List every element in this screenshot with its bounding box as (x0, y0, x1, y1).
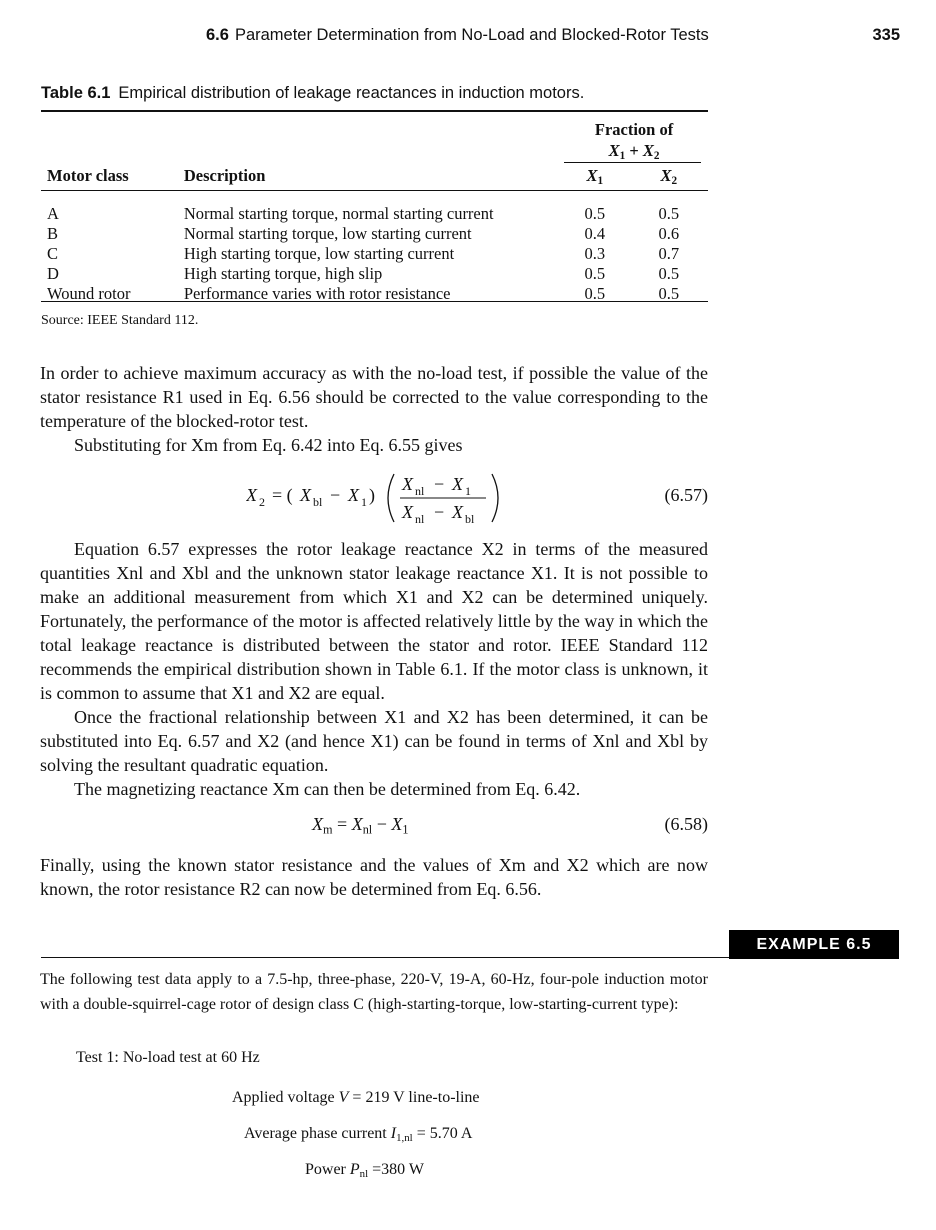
x2-fraction-cell: 0.6 (658, 224, 680, 243)
example-rule (41, 957, 731, 958)
applied-voltage-label: Applied voltage (232, 1089, 335, 1106)
example-test1: Test 1: No-load test at 60 Hz (76, 1049, 260, 1066)
paragraph: Finally, using the known stator resistance and the values of Xm and X2 which are now known, the rotor resistance R2 can now be determined from Eq. 6.56. (40, 855, 708, 899)
equation-6-58: $X_m = X_{nl} - X_1$ (312, 814, 409, 837)
column-header-x1: $X_1$ (586, 166, 604, 188)
example-intro: The following test data apply to a 7.5-hp, three-phase, 220-V, 19-A, 60-Hz, four-pole induction motor with a double-squirrel-cage rotor of design class C (high-starting-torque, low-starting-current type): (40, 971, 708, 1013)
column-header-description: Description (183, 166, 266, 185)
table-caption-text: Empirical distribution of leakage reactances in induction motors. (118, 84, 585, 102)
x2-fraction-cell: 0.5 (658, 284, 680, 303)
svg-text:2: 2 (259, 495, 265, 509)
example-applied-voltage: Applied voltage V = 219 V line-to-line (232, 1089, 480, 1106)
equation-6-58-number: (6.58) (664, 814, 708, 834)
description-cell: Normal starting torque, normal starting current (183, 204, 494, 223)
table-group-header: Fraction of (594, 120, 674, 139)
paragraph: Once the fractional relationship between X1 and X2 has been determined, it can be substituted into Eq. 6.57 and X2 (and hence X1) can be found in terms of Xnl and Xbl by solving the resultant quadratic equation. (40, 707, 708, 775)
svg-text:X: X (452, 502, 463, 522)
svg-text:−: − (434, 474, 445, 494)
motor-class-cell: D (47, 264, 59, 283)
motor-class-cell: B (47, 224, 59, 243)
paragraph: The magnetizing reactance Xm can then be determined from Eq. 6.42. (74, 779, 581, 799)
phase-current-label: Average phase current (244, 1125, 387, 1142)
x1-fraction-cell: 0.5 (584, 264, 606, 283)
column-header-motor-class: Motor class (47, 166, 129, 185)
table-caption (41, 84, 584, 103)
x2-fraction-cell: 0.5 (658, 204, 680, 223)
paragraph: In order to achieve maximum accuracy as with the no-load test, if possible the value of the stator resistance R1 used in Eq. 6.56 should be corrected to the value corresponding to the temperature of the blocked-rotor test. (40, 363, 708, 431)
table-top-rule (41, 110, 708, 112)
table-row (41, 224, 708, 244)
svg-text:bl: bl (465, 512, 475, 526)
table-row (41, 244, 708, 264)
svg-text:= (: = ( (272, 485, 293, 505)
svg-text:): ) (369, 485, 375, 505)
description-cell: Performance varies with rotor resistance (183, 284, 451, 303)
motor-class-cell: A (47, 204, 59, 223)
svg-text:X: X (348, 485, 359, 505)
leakage-reactance-table (41, 120, 708, 304)
body-paragraphs-bottom (40, 853, 708, 901)
x1-fraction-cell: 0.5 (584, 204, 606, 223)
svg-text:1: 1 (465, 484, 471, 498)
svg-text:bl: bl (313, 495, 323, 509)
paragraph: Substituting for Xm from Eq. 6.42 into Eq. 6.55 gives (74, 435, 463, 455)
description-cell: High starting torque, high slip (183, 264, 383, 283)
x1-fraction-cell: 0.4 (584, 224, 606, 243)
svg-text:−: − (434, 502, 445, 522)
body-paragraphs-middle (40, 537, 708, 801)
section-title: Parameter Determination from No-Load and Blocked-Rotor Tests (234, 26, 709, 44)
equation-6-57-number: (6.57) (664, 485, 708, 505)
table-row (41, 204, 708, 224)
x1-fraction-cell: 0.5 (584, 284, 606, 303)
section-number: 6.6 (206, 26, 229, 44)
svg-text:X: X (246, 485, 257, 505)
svg-text:X: X (402, 502, 413, 522)
svg-text:−: − (330, 485, 341, 505)
power-label: Power (305, 1161, 346, 1178)
svg-text:X: X (452, 474, 463, 494)
x2-fraction-cell: 0.5 (658, 264, 680, 283)
svg-text:nl: nl (415, 484, 425, 498)
example-phase-current: Average phase current $I_{1,nl} = 5.70$ A (244, 1125, 473, 1145)
x1-fraction-cell: 0.3 (584, 244, 606, 263)
motor-class-cell: Wound rotor (47, 284, 131, 303)
page-number: 335 (872, 26, 900, 44)
applied-voltage-value: = 219 V line-to-line (352, 1089, 480, 1106)
equation-6-57 (246, 468, 516, 533)
paragraph: Equation 6.57 expresses the rotor leakage reactance X2 in terms of the measured quantities Xnl and Xbl and the unknown stator leakage reactance X1. It is not possible to make an additional measurement from which X1 and X2 can be determined uniquely. Fortunately, the performance of the motor is affected relatively little by the way in which the total leakage reactance is distributed between the stator and rotor. IEEE Standard 112 recommends the empirical distribution shown in Table 6.1. If the motor class is unknown, it is common to assume that X1 and X2 are equal. (40, 539, 708, 703)
phase-current-value: = 5.70 A (416, 1125, 473, 1142)
example-label: EXAMPLE 6.5 (729, 930, 899, 959)
description-cell: High starting torque, low starting current (183, 244, 455, 263)
svg-text:X: X (300, 485, 311, 505)
column-header-x2: $X_2$ (660, 166, 678, 188)
motor-class-cell: C (47, 244, 59, 263)
body-paragraphs-top (40, 361, 708, 457)
svg-text:X: X (402, 474, 413, 494)
example-power: Power $P_{nl} =380$ W (305, 1161, 424, 1181)
power-value: =380 W (372, 1161, 424, 1178)
table-group-subheader: $X_1 + X_2$ (608, 141, 660, 163)
equation-6-57-svg (246, 468, 516, 528)
x2-fraction-cell: 0.7 (658, 244, 680, 263)
description-cell: Normal starting torque, low starting current (183, 224, 472, 243)
running-head (206, 26, 709, 45)
table-row (41, 284, 708, 304)
table-source: Source: IEEE Standard 112. (41, 313, 199, 328)
svg-text:nl: nl (415, 512, 425, 526)
table-row (41, 264, 708, 284)
table-label: Table 6.1 (41, 84, 111, 102)
svg-text:1: 1 (361, 495, 367, 509)
